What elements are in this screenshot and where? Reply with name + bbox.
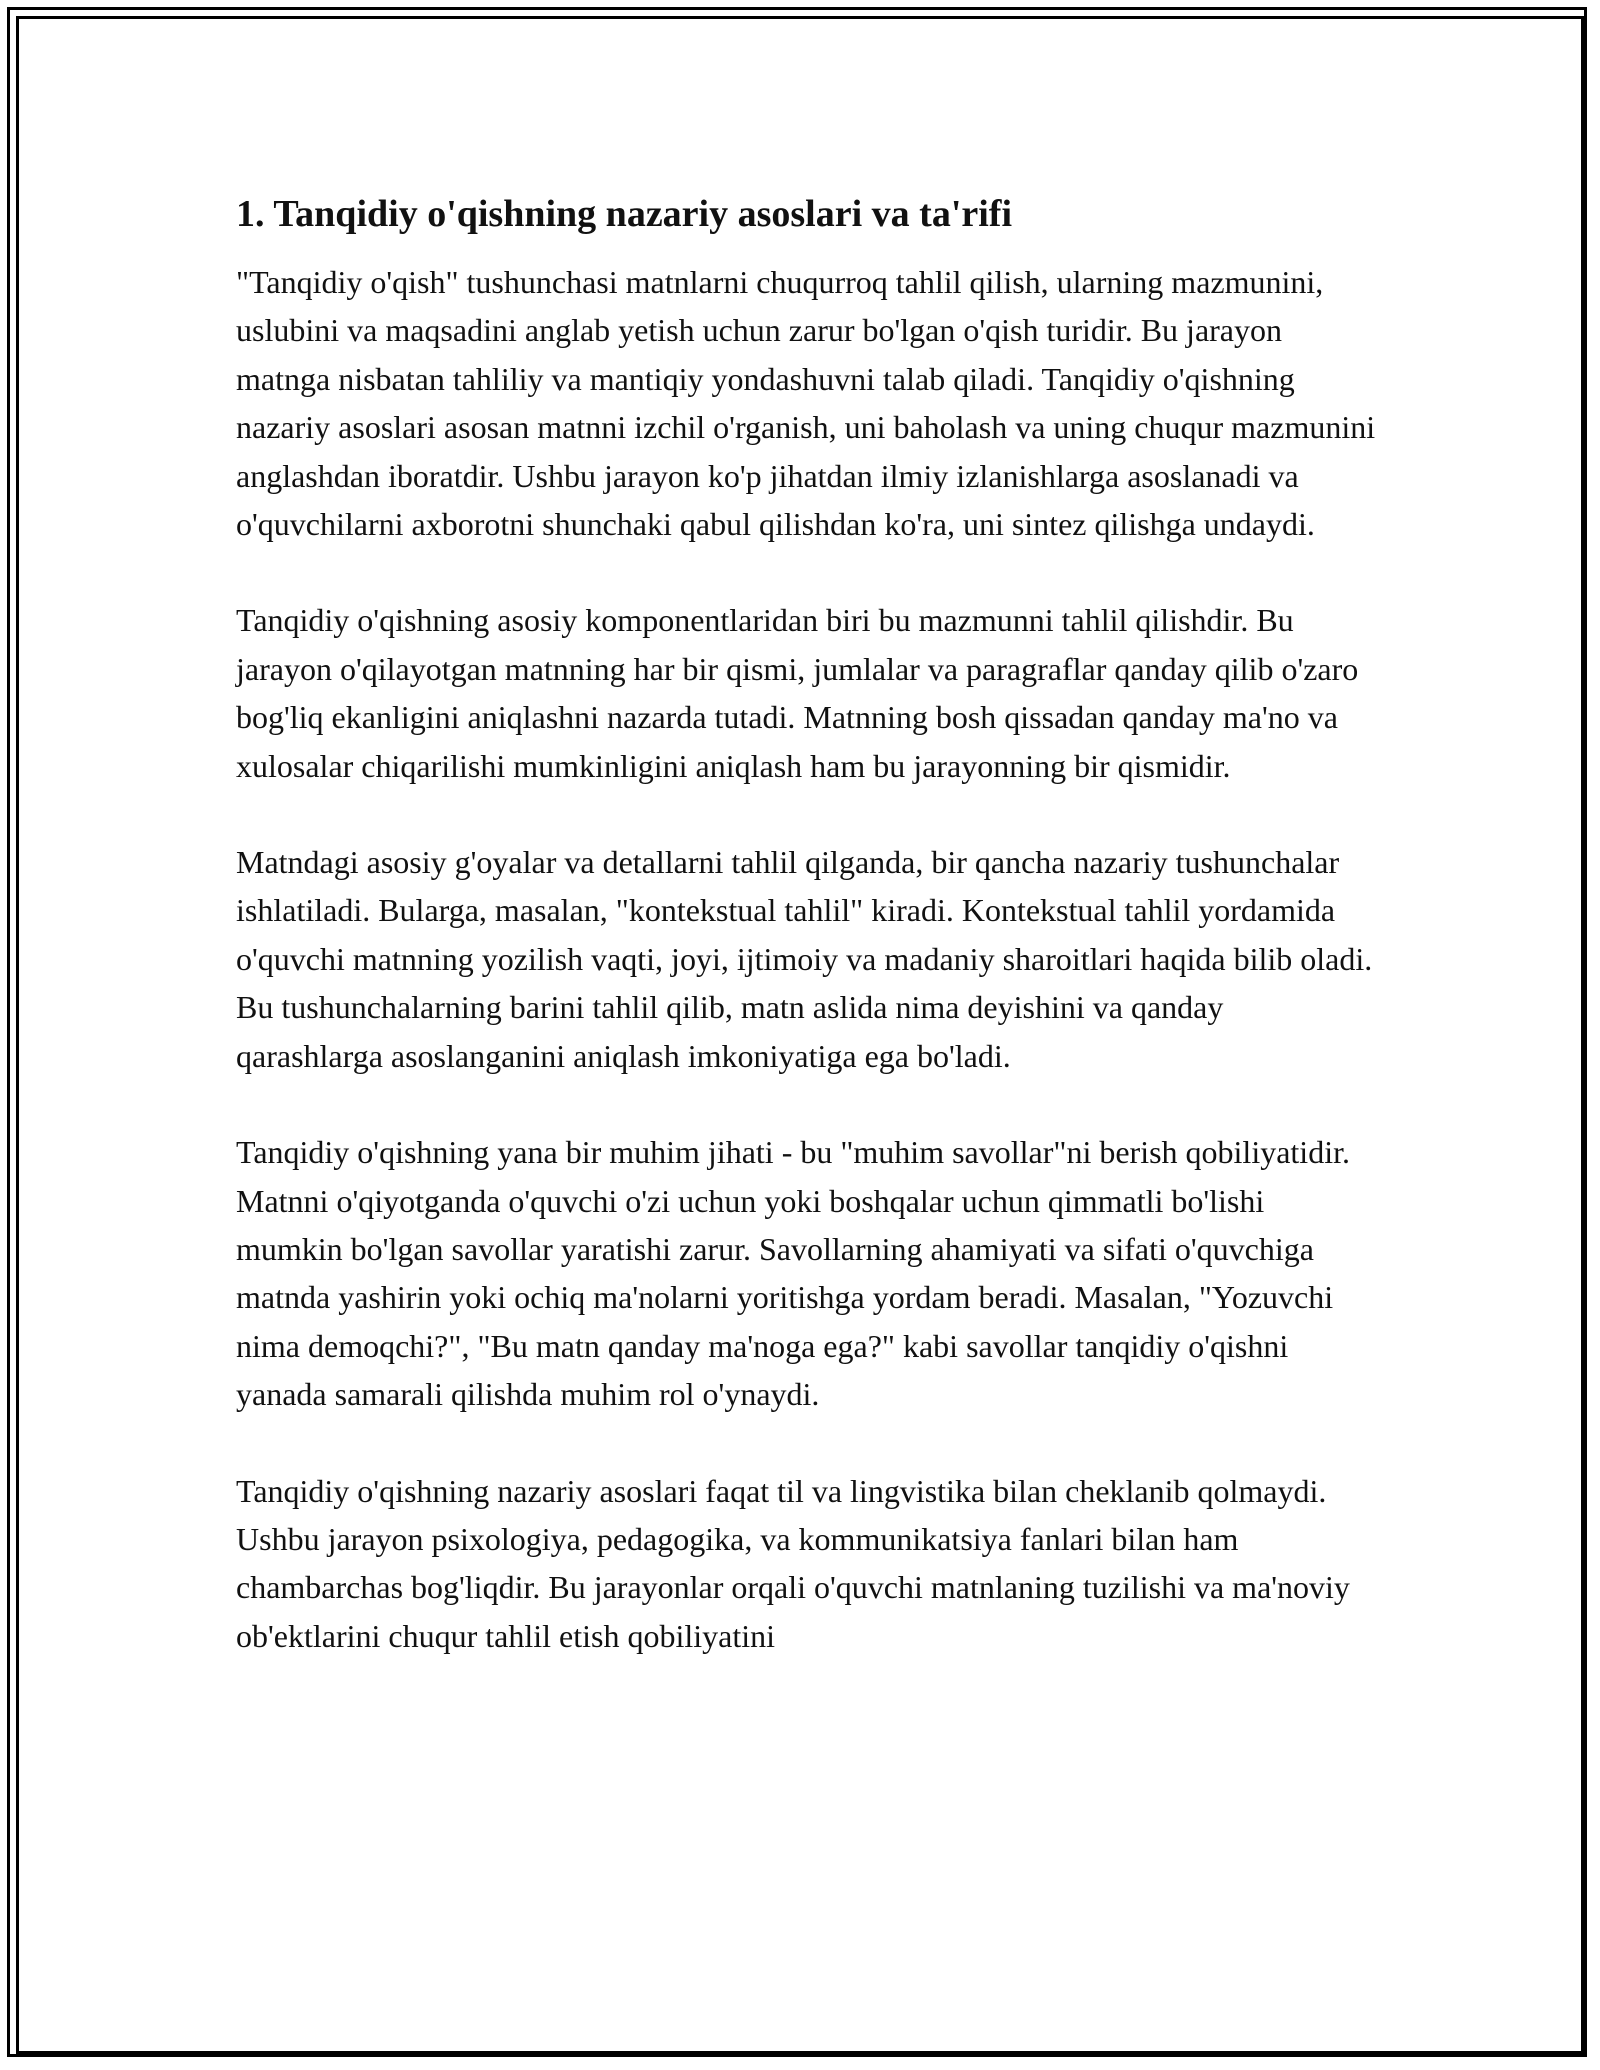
document-body — [236, 188, 1376, 1708]
paragraph-5: Tanqidiy o'qishning nazariy asoslari faqat til va lingvistika bilan cheklanib qolmaydi. Ushbu jarayon psixologiya, pedagogika, va kommunikatsiya fanlari bilan ham chambarchas bog'liqdir. Bu jarayonlar orqali o'quvchi matnlaning tuzilishi va ma'noviy ob'ektlarini chuqur tahlil etish qobiliyatini — [236, 1472, 1350, 1654]
paragraph-3: Matndagi asosiy g'oyalar va detallarni tahlil qilganda, bir qancha nazariy tushunchalar ishlatiladi. Bularga, masalan, "kontekstual tahlil" kiradi. Kontekstual tahlil yordamida o'quvchi matnning yozilish vaqti, joyi, ijtimoiy va madaniy sharoitlari haqida bilib oladi. Bu tushunchalarning barini tahlil qilib, matn aslida nima deyishini va qanday qarashlarga asoslanganini aniqlash imkoniyatiga ega bo'ladi. — [236, 844, 1373, 1074]
paragraph-2: Tanqidiy o'qishning asosiy komponentlaridan biri bu mazmunni tahlil qilishdir. Bu jarayon o'qilayotgan matnning har bir qismi, jumlalar va paragraflar qanday qilib o'zaro bog'liq ekanligini aniqlashni nazarda tutadi. Matnning bosh qissadan qanday ma'no va xulosalar chiqarilishi mumkinligini aniqlash ham bu jarayonning bir qismidir. — [236, 602, 1359, 784]
paragraph-1: "Tanqidiy o'qish" tushunchasi matnlarni chuqurroq tahlil qilish, ularning mazmunini, uslubini va maqsadini anglab yetish uchun zarur bo'lgan o'qish turidir. Bu jarayon matnga nisbatan tahliliy va mantiqiy yondashuvni talab qiladi. Tanqidiy o'qishning nazariy asoslari asosan matnni izchil o'rganish, uni baholash va uning chuqur mazmunini anglashdan iboratdir. Ushbu jarayon ko'p jihatdan ilmiy izlanishlarga asoslanadi va o'quvchilarni axborotni shunchaki qabul qilishdan ko'ra, uni sintez qilishga undaydi. — [236, 264, 1376, 543]
section-heading: 1. Tanqidiy o'qishning nazariy asoslari va ta'rifi — [236, 193, 1013, 235]
paragraph-4: Tanqidiy o'qishning yana bir muhim jihati - bu "muhim savollar"ni berish qobiliyatidir. Matnni o'qiyotganda o'quvchi o'zi uchun yoki boshqalar uchun qimmatli bo'lishi mumkin bo'lgan savollar yaratishi zarur. Savollarning ahamiyati va sifati o'quvchiga matnda yashirin yoki ochiq ma'nolarni yoritishga yordam beradi. Masalan, "Yozuvchi nima demoqchi?", "Bu matn qanday ma'noga ega?" kabi savollar tanqidiy o'qishni yanada samarali qilishda muhim rol o'ynaydi. — [236, 1134, 1350, 1413]
